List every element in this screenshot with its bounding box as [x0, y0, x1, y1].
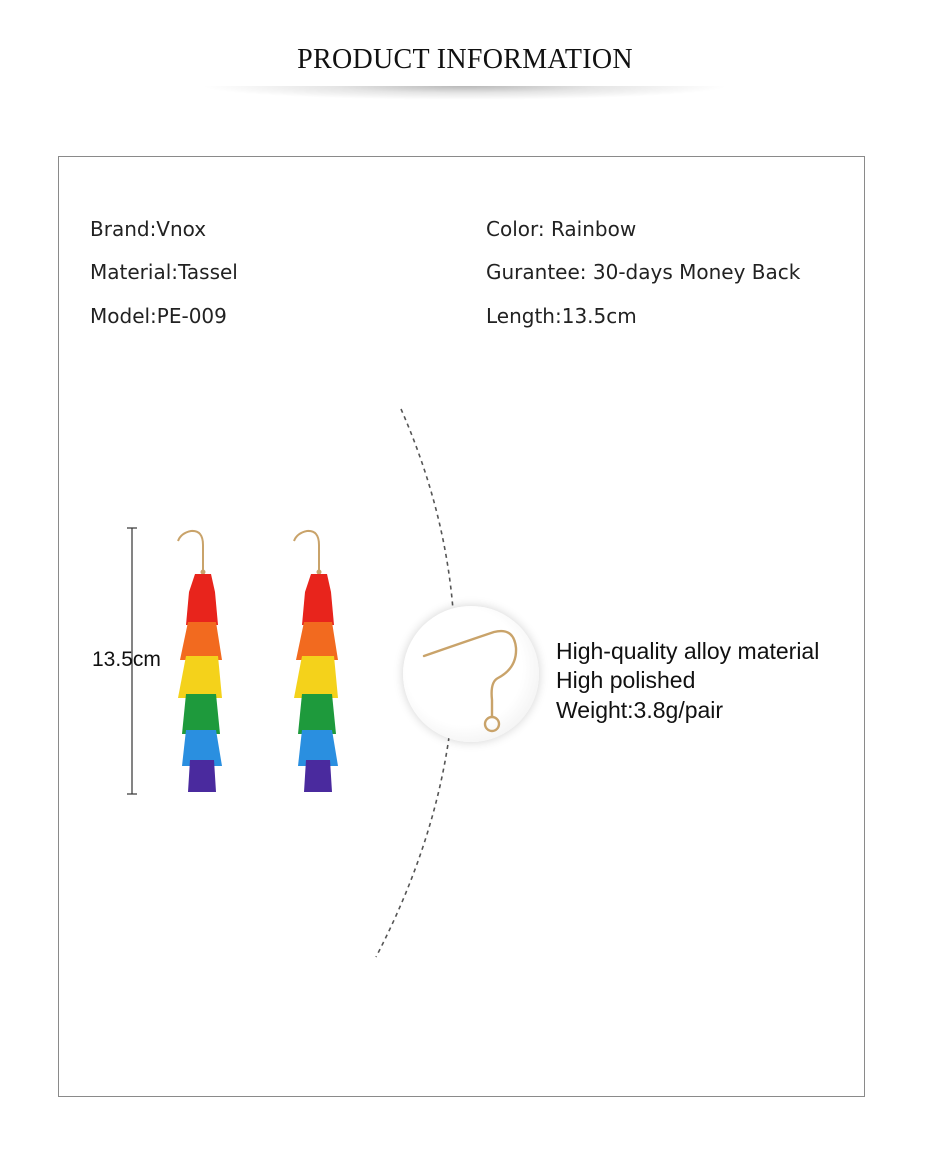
feature-item: Weight:3.8g/pair [556, 697, 724, 723]
spec-material: Material:Tassel [90, 260, 238, 284]
spec-color: Color: Rainbow [486, 217, 637, 241]
page-title: PRODUCT INFORMATION [297, 44, 633, 75]
spec-model: Model:PE-009 [90, 304, 227, 328]
spec-guarantee: Gurantee: 30-days Money Back [486, 260, 801, 284]
feature-item: High polished [556, 667, 696, 693]
feature-item: High-quality alloy material [556, 638, 820, 664]
spec-brand: Brand:Vnox [90, 217, 207, 241]
length-measure-label: 13.5cm [92, 648, 161, 671]
spec-length: Length:13.5cm [486, 304, 637, 328]
